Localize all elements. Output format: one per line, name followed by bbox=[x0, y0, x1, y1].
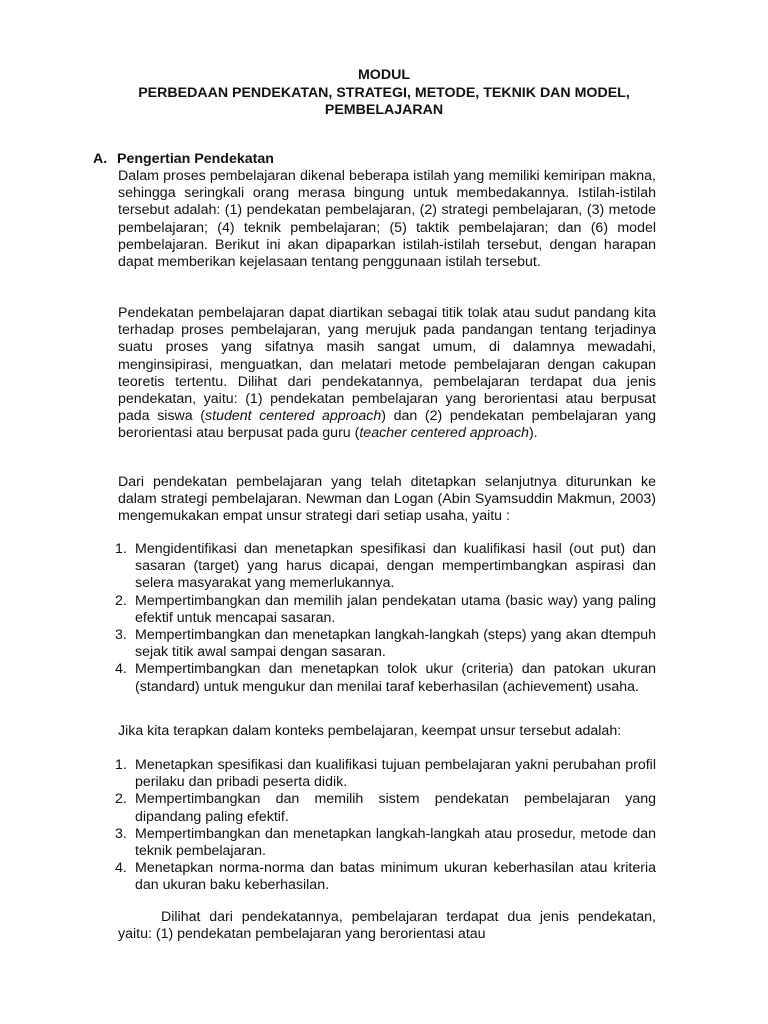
paragraph-2-text-b: ) dan (2) pendekatan pembelajaran yang berorientasi atau berpusat pada guru ( bbox=[118, 408, 657, 442]
list-item-number: 3. bbox=[115, 825, 127, 842]
list-item bbox=[115, 661, 656, 695]
paragraph-2 bbox=[118, 305, 656, 443]
learning-elements-list bbox=[115, 757, 656, 895]
list-item bbox=[115, 593, 656, 627]
paragraph-5-text: Dilihat dari pendekatannya, pembelajaran terdapat dua jenis pendekatan, yaitu: (1) pendekatan pembelajaran yang berorientasi atau bbox=[118, 909, 656, 943]
section-heading bbox=[93, 150, 274, 168]
title-line-3: PEMBELAJARAN bbox=[324, 102, 444, 118]
list-item-text: Mempertimbangkan dan menetapkan tolok ukur (criteria) dan patokan ukuran (standard) untuk mengukur dan menilai taraf keberhasilan (achievement) usaha. bbox=[135, 661, 656, 695]
list-item bbox=[115, 757, 656, 791]
list-item-number: 1. bbox=[115, 757, 127, 773]
list-item-text: Mempertimbangkan dan memilih jalan pendekatan utama (basic way) yang paling efektif untuk mencapai sasaran. bbox=[135, 592, 656, 626]
section-letter: A. bbox=[93, 151, 108, 167]
list-item-text: Menetapkan spesifikasi dan kualifikasi tujuan pembelajaran yakni perubahan profil perilaku dan pribadi peserta didik. bbox=[135, 757, 656, 791]
list-item-number: 2. bbox=[115, 791, 127, 808]
list-item-text: Mempertimbangkan dan memilih sistem pendekatan pembelajaran yang dipandang paling efektif. bbox=[135, 791, 656, 825]
list-item-text: Menetapkan norma-norma dan batas minimum ukuran keberhasilan atau kriteria dan ukuran baku keberhasilan. bbox=[135, 860, 656, 894]
paragraph-2-italic-a: student centered approach bbox=[205, 408, 382, 425]
strategy-elements-list bbox=[115, 541, 656, 696]
document-title bbox=[0, 67, 768, 120]
list-item-number: 4. bbox=[115, 860, 127, 877]
list-item-number: 1. bbox=[115, 541, 127, 557]
paragraph-5 bbox=[118, 909, 656, 943]
paragraph-4-text: Jika kita terapkan dalam konteks pembelajaran, keempat unsur tersebut adalah: bbox=[118, 723, 622, 739]
list-item bbox=[115, 541, 656, 593]
list-item bbox=[115, 826, 656, 860]
paragraph-2-text-c: ). bbox=[528, 425, 538, 442]
section-heading-text: Pengertian Pendekatan bbox=[117, 151, 274, 167]
paragraph-2-italic-b: teacher centered approach bbox=[359, 425, 529, 442]
paragraph-1 bbox=[118, 168, 656, 271]
paragraph-2-text-a: Pendekatan pembelajaran dapat diartikan sebagai titik tolak atau sudut pandang kita terhadap proses pembelajaran, yang merujuk pada pandangan tentang terjadinya suatu proses yang sifatnya masih sangat umum, di dalamnya mewadahi, menginsipirasi, menguatkan, dan melatari metode pembelajaran dengan cakupan teoretis tertentu. Dilihat dari pendekatannya, pembelajaran terdapat dua jenis pendekatan, yaitu: (1) pendekatan pembelajaran yang berorientasi atau berpusat pada siswa ( bbox=[118, 305, 656, 425]
paragraph-3 bbox=[118, 474, 656, 526]
list-item-number: 4. bbox=[115, 661, 127, 678]
title-line-1: MODUL bbox=[357, 67, 410, 83]
list-item bbox=[115, 627, 656, 661]
paragraph-1-text: Dalam proses pembelajaran dikenal beberapa istilah yang memiliki kemiripan makna, sehingga seringkali orang merasa bingung untuk membedakannya. Istilah-istilah tersebut adalah: (1) pendekatan pembelajaran, (2) strategi pembelajaran, (3) metode pembelajaran; (4) teknik pembelajaran; (5) taktik pembelajaran; dan (6) model pembelajaran. Berikut ini akan dipaparkan istilah-istilah tersebut, dengan harapan dapat memberikan kejelasaan tentang penggunaan istilah tersebut. bbox=[118, 168, 656, 271]
list-item-text: Mengidentifikasi dan menetapkan spesifikasi dan kualifikasi hasil (out put) dan sasaran (target) yang harus dicapai, dengan mempertimbangkan aspirasi dan selera masyarakat yang memerlukannya. bbox=[135, 541, 656, 592]
list-item-text: Mempertimbangkan dan menetapkan langkah-langkah (steps) yang akan dtempuh sejak titik awal sampai dengan sasaran. bbox=[135, 627, 656, 661]
list-item bbox=[115, 860, 656, 894]
list-item-number: 3. bbox=[115, 627, 127, 644]
paragraph-3-text: Dari pendekatan pembelajaran yang telah ditetapkan selanjutnya diturunkan ke dalam strategi pembelajaran. Newman dan Logan (Abin Syamsuddin Makmun, 2003) mengemukakan empat unsur strategi dari setiap usaha, yaitu : bbox=[118, 474, 656, 525]
list-item-text: Mempertimbangkan dan menetapkan langkah-langkah atau prosedur, metode dan teknik pembelajaran. bbox=[135, 825, 656, 860]
paragraph-2-text bbox=[118, 305, 656, 443]
list-item bbox=[115, 791, 656, 825]
title-line-2: PERBEDAAN PENDEKATAN, STRATEGI, METODE, TEKNIK DAN MODEL, bbox=[138, 84, 630, 101]
list-item-number: 2. bbox=[115, 592, 127, 609]
paragraph-4 bbox=[118, 723, 656, 740]
